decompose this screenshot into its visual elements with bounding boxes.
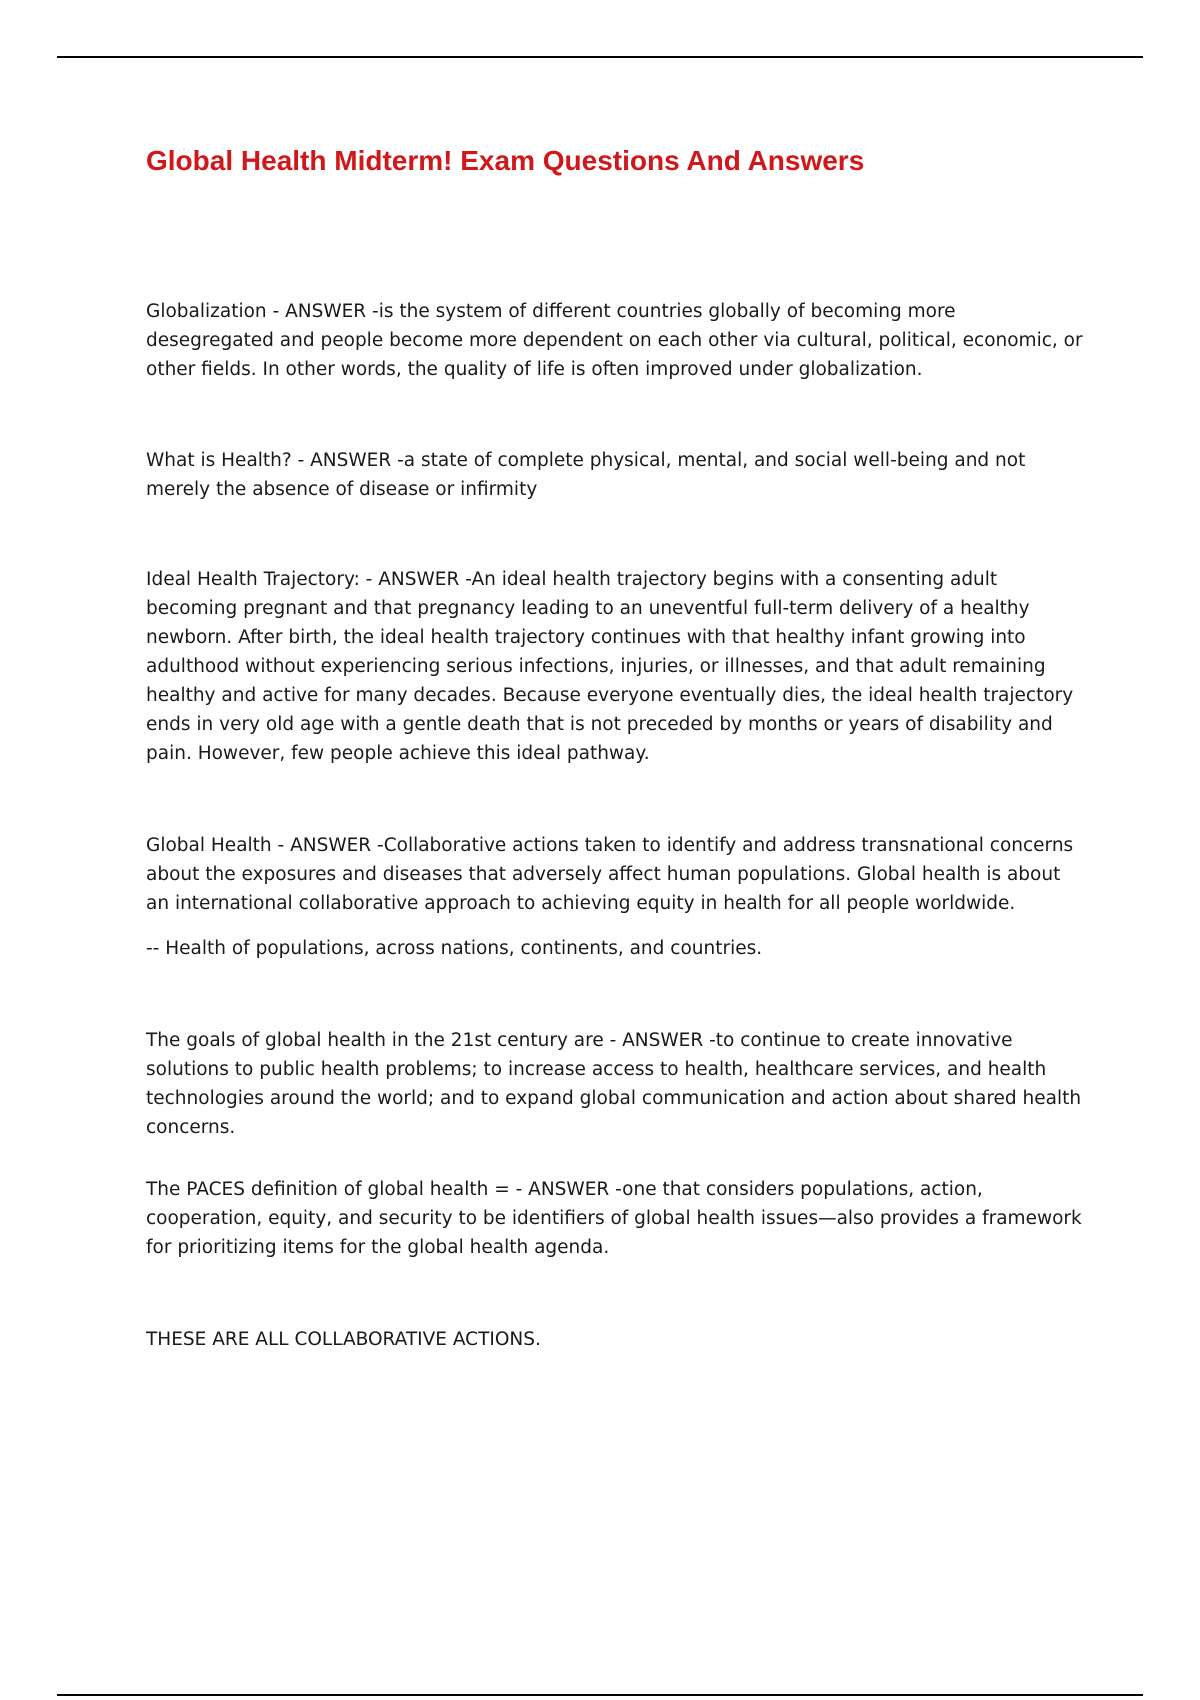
qa-entry-paces-definition — [146, 1175, 1088, 1262]
entry-text: What is Health? - ANSWER -a state of complete physical, mental, and social well-being and not merely the absence of disease or infirmity — [146, 450, 1026, 500]
page-title: Global Health Midterm! Exam Questions And Answers — [146, 145, 865, 176]
bottom-rule — [57, 1694, 1143, 1696]
qa-entry-global-health — [146, 831, 1088, 963]
qa-entry-collaborative-actions — [146, 1325, 1088, 1354]
entry-text: Ideal Health Trajectory: - ANSWER -An ideal health trajectory begins with a consenting adult becoming pregnant and that pregnancy leading to an uneventful full-term delivery of a healthy newborn. After birth, the ideal health trajectory continues with that healthy infant growing into adulthood without experiencing serious infections, injuries, or illnesses, and that adult remaining healthy and active for many decades. Because everyone eventually dies, the ideal health trajectory ends in very old age with a gentle death that is not preceded by months or years of disability and pain. However, few people achieve this ideal pathway. — [146, 569, 1074, 764]
entry-text: THESE ARE ALL COLLABORATIVE ACTIONS. — [146, 1329, 541, 1350]
qa-entry-globalization — [146, 297, 1088, 384]
qa-entry-ideal-health-trajectory — [146, 565, 1088, 768]
entry-text: Globalization - ANSWER -is the system of different countries globally of becoming more desegregated and people become more dependent on each other via cultural, political, economic, or other fields. In other words, the quality of life is often improved under globalization. — [146, 301, 1083, 380]
qa-entry-what-is-health — [146, 446, 1088, 504]
entry-text: Global Health - ANSWER -Collaborative actions taken to identify and address transnational concerns about the exposures and diseases that adversely affect human populations. Global health is about an international collaborative approach to achieving equity in health for all people worldwide. — [146, 835, 1074, 914]
qa-entry-goals-21st-century — [146, 1026, 1088, 1142]
entry-text: -- Health of populations, across nations, continents, and countries. — [146, 938, 763, 959]
entry-text: The PACES definition of global health = - ANSWER -one that considers populations, action, cooperation, equity, and security to be identifiers of global health issues—also provides a framework for prioritizing items for the global health agenda. — [146, 1179, 1082, 1258]
entry-text: The goals of global health in the 21st century are - ANSWER -to continue to create innovative solutions to public health problems; to increase access to health, healthcare services, and health technologies around the world; and to expand global communication and action about shared health concerns. — [146, 1030, 1082, 1138]
top-rule — [57, 56, 1143, 58]
